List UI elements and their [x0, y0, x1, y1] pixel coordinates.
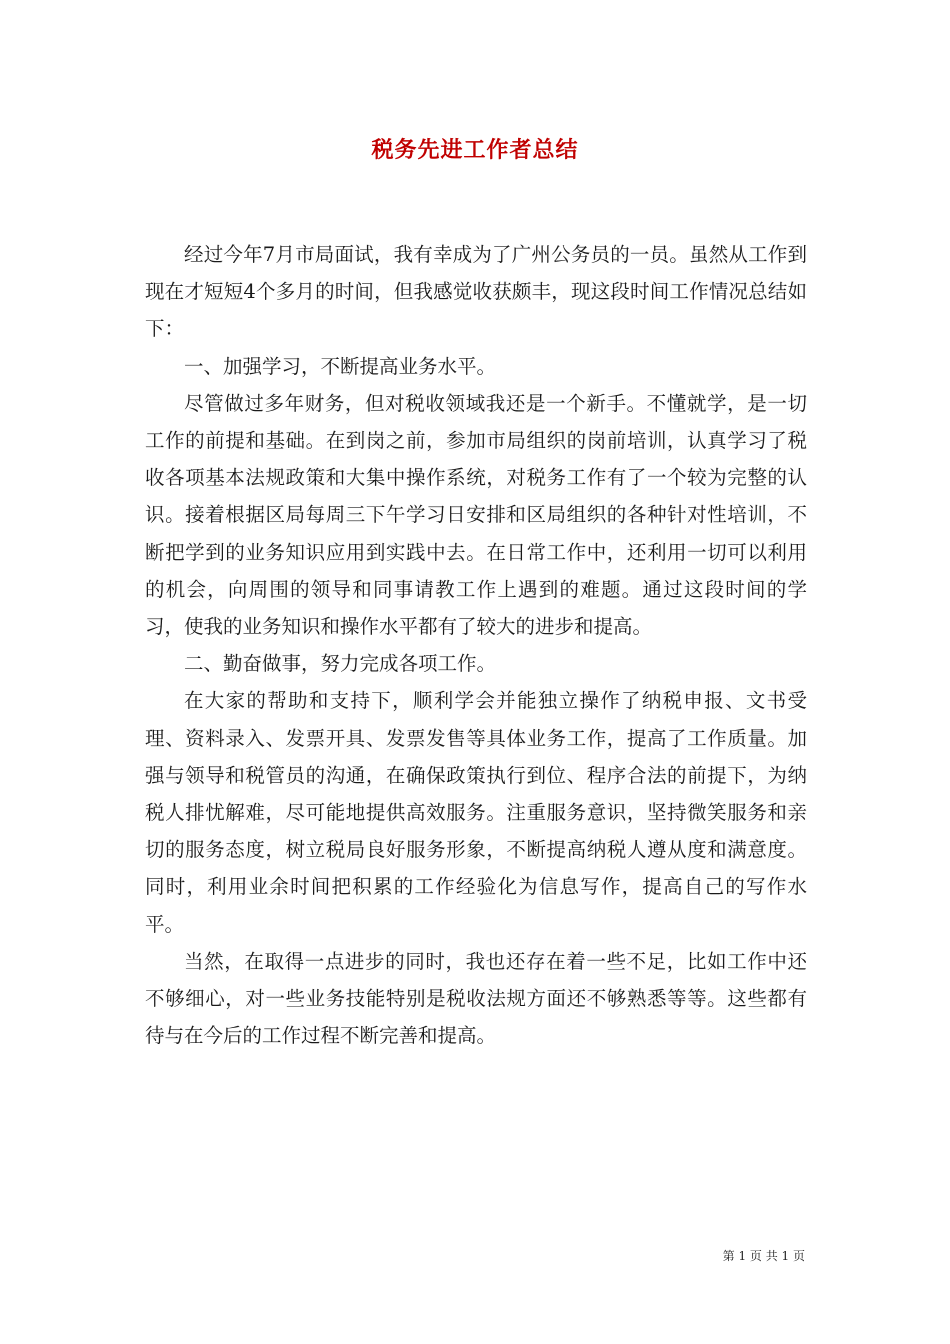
paragraph-study: 尽管做过多年财务，但对税收领域我还是一个新手。不懂就学，是一切工作的前提和基础。在到岗之前，参加市局组织的岗前培训，认真学习了税收各项基本法规政策和大集中操作系统，对税务工作有了一个较为完整的认识。接着根据区局每周三下午学习日安排和区局组织的各种针对性培训，不断把学到的业务知识应用到实践中去。在日常工作中，还利用一切可以利用的机会，向周围的领导和同事请教工作上遇到的难题。通过这段时间的学习，使我的业务知识和操作水平都有了较大的进步和提高。 — [145, 391, 807, 639]
document-title: 税务先进工作者总结 — [371, 137, 579, 163]
document-body — [145, 236, 807, 1054]
paragraph-conclusion: 当然，在取得一点进步的同时，我也还存在着一些不足，比如工作中还不够细心，对一些业务技能特别是税收法规方面还不够熟悉等等。这些都有待与在今后的工作过程不断完善和提高。 — [145, 949, 807, 1048]
section-heading-study: 一、加强学习，不断提高业务水平。 — [184, 354, 497, 378]
paragraph-work: 在大家的帮助和支持下，顺利学会并能独立操作了纳税申报、文书受理、资料录入、发票开具、发票发售等具体业务工作，提高了工作质量。加强与领导和税管员的沟通，在确保政策执行到位、程序合法的前提下，为纳税人排忧解难，尽可能地提供高效服务。注重服务意识，坚持微笑服务和亲切的服务态度，树立税局良好服务形象，不断提高纳税人遵从度和满意度。同时，利用业余时间把积累的工作经验化为信息写作，提高自己的写作水平。 — [145, 689, 807, 936]
paragraph-intro: 经过今年7月市局面试，我有幸成为了广州公务员的一员。虽然从工作到现在才短短4个多月的时间，但我感觉收获颇丰，现这段时间工作情况总结如下： — [145, 243, 807, 341]
page-number-footer: 第 1 页 共 1 页 — [722, 1249, 805, 1263]
section-heading-work: 二、勤奋做事，努力完成各项工作。 — [184, 652, 497, 676]
